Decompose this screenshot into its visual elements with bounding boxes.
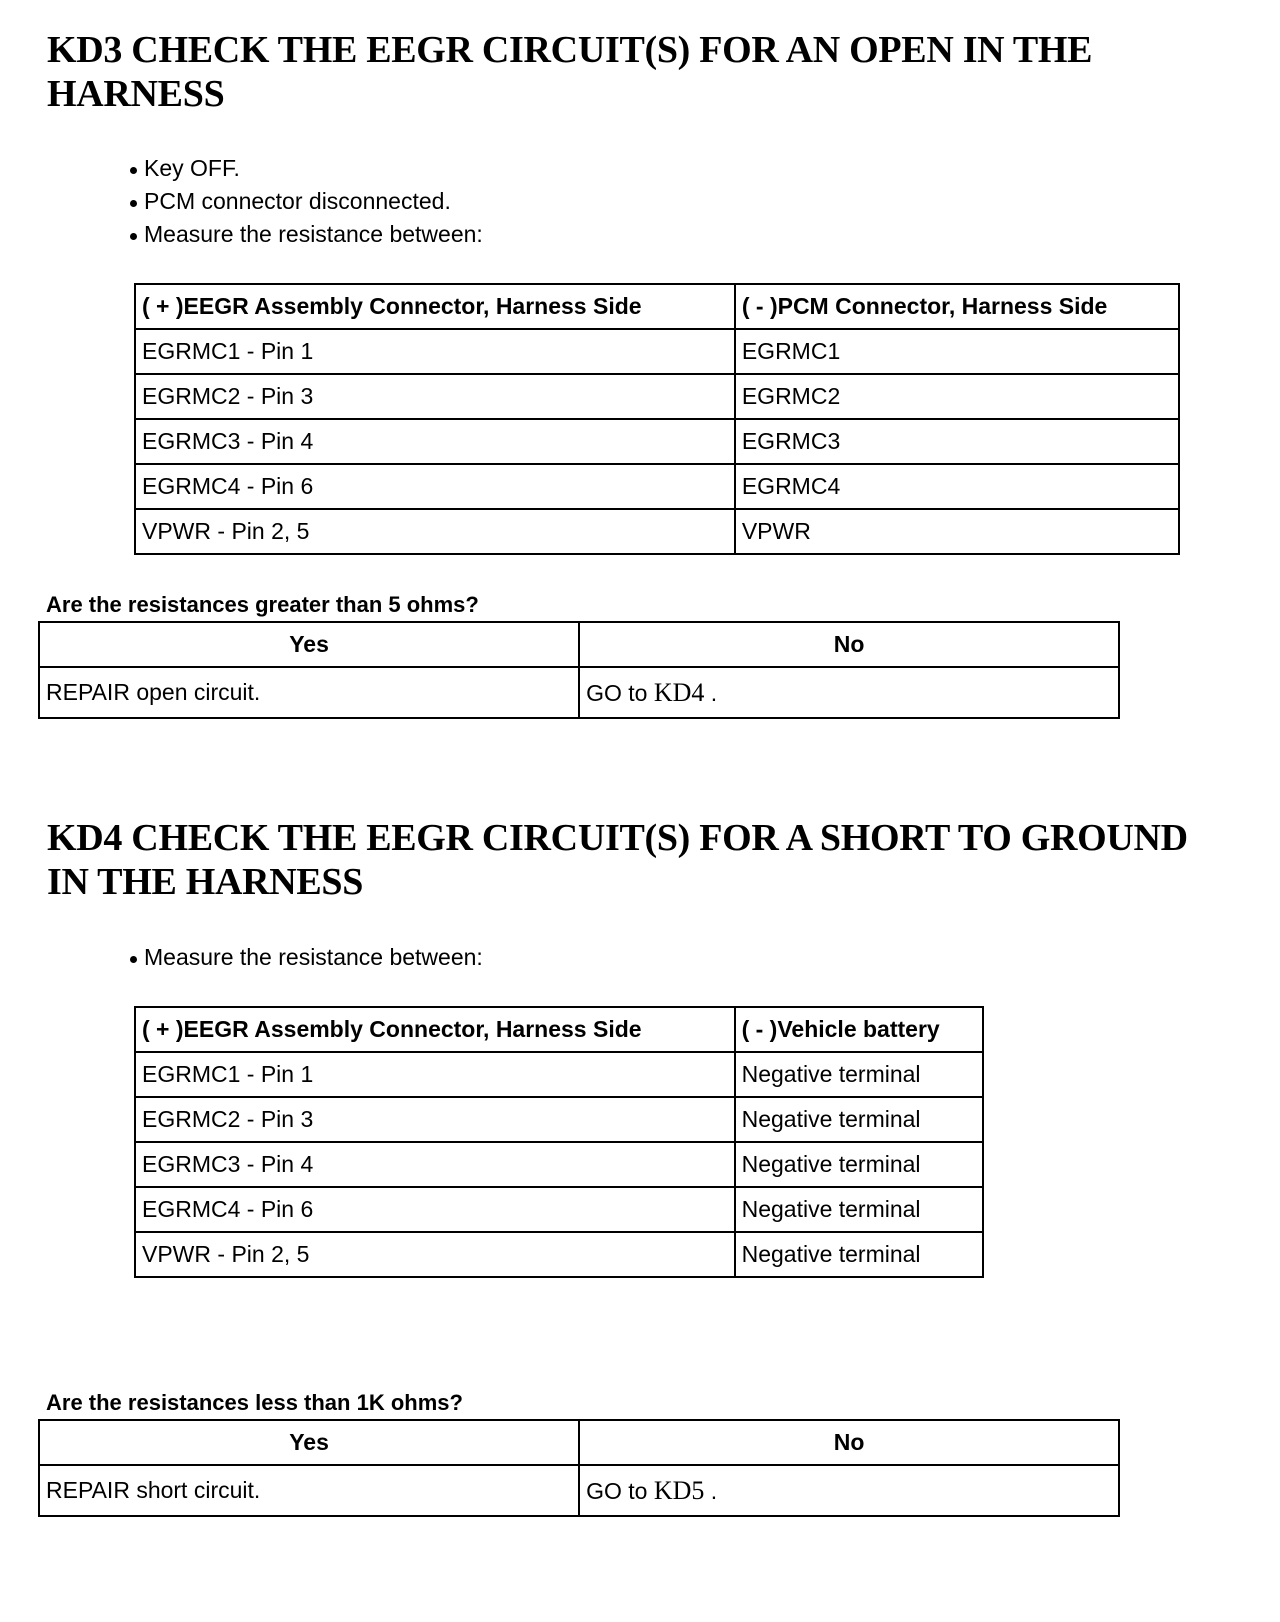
cell-negative: Negative terminal <box>735 1097 983 1142</box>
cell-negative: VPWR <box>735 509 1179 554</box>
kd3-question: Are the resistances greater than 5 ohms? <box>46 592 479 617</box>
cell-negative: EGRMC3 <box>735 419 1179 464</box>
no-action-suffix: . <box>704 1477 718 1504</box>
cell-positive: EGRMC4 - Pin 6 <box>135 1187 735 1232</box>
no-action-prefix: GO to <box>586 1477 654 1504</box>
table-header-row <box>135 284 1179 329</box>
kd3-steps <box>128 152 483 251</box>
decision-header-row <box>39 1420 1119 1465</box>
column-header-negative: ( - )Vehicle battery <box>735 1007 983 1052</box>
cell-positive: EGRMC3 - Pin 4 <box>135 1142 735 1187</box>
no-header: No <box>579 622 1119 667</box>
cell-positive: EGRMC4 - Pin 6 <box>135 464 735 509</box>
cell-positive: VPWR - Pin 2, 5 <box>135 1232 735 1277</box>
cell-positive: EGRMC2 - Pin 3 <box>135 374 735 419</box>
no-action-suffix: . <box>704 679 718 706</box>
kd3-heading <box>47 28 1092 116</box>
cell-negative: EGRMC1 <box>735 329 1179 374</box>
decision-header-row <box>39 622 1119 667</box>
yes-action: REPAIR open circuit. <box>39 667 579 718</box>
cell-negative: Negative terminal <box>735 1052 983 1097</box>
table-row <box>135 1187 983 1232</box>
kd4-heading <box>47 816 1188 904</box>
kd4-question: Are the resistances less than 1K ohms? <box>46 1390 463 1415</box>
table-row <box>135 1097 983 1142</box>
cell-negative: Negative terminal <box>735 1187 983 1232</box>
cell-negative: EGRMC4 <box>735 464 1179 509</box>
table-row <box>135 329 1179 374</box>
cell-positive: EGRMC1 - Pin 1 <box>135 1052 735 1097</box>
cell-positive: EGRMC2 - Pin 3 <box>135 1097 735 1142</box>
table-row <box>135 464 1179 509</box>
goto-kd4-link[interactable]: KD4 <box>653 677 705 707</box>
no-action <box>579 667 1119 718</box>
column-header-positive: ( + )EEGR Assembly Connector, Harness Side <box>135 284 735 329</box>
cell-positive: EGRMC1 - Pin 1 <box>135 329 735 374</box>
yes-action: REPAIR short circuit. <box>39 1465 579 1516</box>
cell-negative: Negative terminal <box>735 1142 983 1187</box>
kd3-heading-line-2: HARNESS <box>47 73 225 115</box>
goto-kd5-link[interactable]: KD5 <box>653 1475 705 1505</box>
kd4-decision-table <box>38 1419 1120 1517</box>
cell-negative: Negative terminal <box>735 1232 983 1277</box>
table-row <box>135 1052 983 1097</box>
kd3-step: Measure the resistance between: <box>128 218 483 251</box>
cell-positive: EGRMC3 - Pin 4 <box>135 419 735 464</box>
cell-positive: VPWR - Pin 2, 5 <box>135 509 735 554</box>
no-action <box>579 1465 1119 1516</box>
kd3-step: PCM connector disconnected. <box>128 185 483 218</box>
decision-row <box>39 667 1119 718</box>
table-row <box>135 419 1179 464</box>
decision-row <box>39 1465 1119 1516</box>
kd4-measurement-table <box>134 1006 984 1278</box>
kd3-measurement-table <box>134 283 1180 555</box>
table-row <box>135 1232 983 1277</box>
table-row <box>135 1142 983 1187</box>
table-header-row <box>135 1007 983 1052</box>
no-header: No <box>579 1420 1119 1465</box>
cell-negative: EGRMC2 <box>735 374 1179 419</box>
kd3-decision-table <box>38 621 1120 719</box>
column-header-positive: ( + )EEGR Assembly Connector, Harness Side <box>135 1007 735 1052</box>
kd4-heading-line-1: KD4 CHECK THE EEGR CIRCUIT(S) FOR A SHORT TO GROUND <box>47 817 1188 859</box>
table-row <box>135 509 1179 554</box>
no-action-prefix: GO to <box>586 679 654 706</box>
yes-header: Yes <box>39 622 579 667</box>
kd3-step: Key OFF. <box>128 152 483 185</box>
kd4-step: Measure the resistance between: <box>128 941 483 974</box>
table-row <box>135 374 1179 419</box>
yes-header: Yes <box>39 1420 579 1465</box>
kd3-heading-line-1: KD3 CHECK THE EEGR CIRCUIT(S) FOR AN OPEN IN THE <box>47 29 1093 71</box>
kd4-steps <box>128 941 483 974</box>
kd4-heading-line-2: IN THE HARNESS <box>47 861 364 903</box>
column-header-negative: ( - )PCM Connector, Harness Side <box>735 284 1179 329</box>
